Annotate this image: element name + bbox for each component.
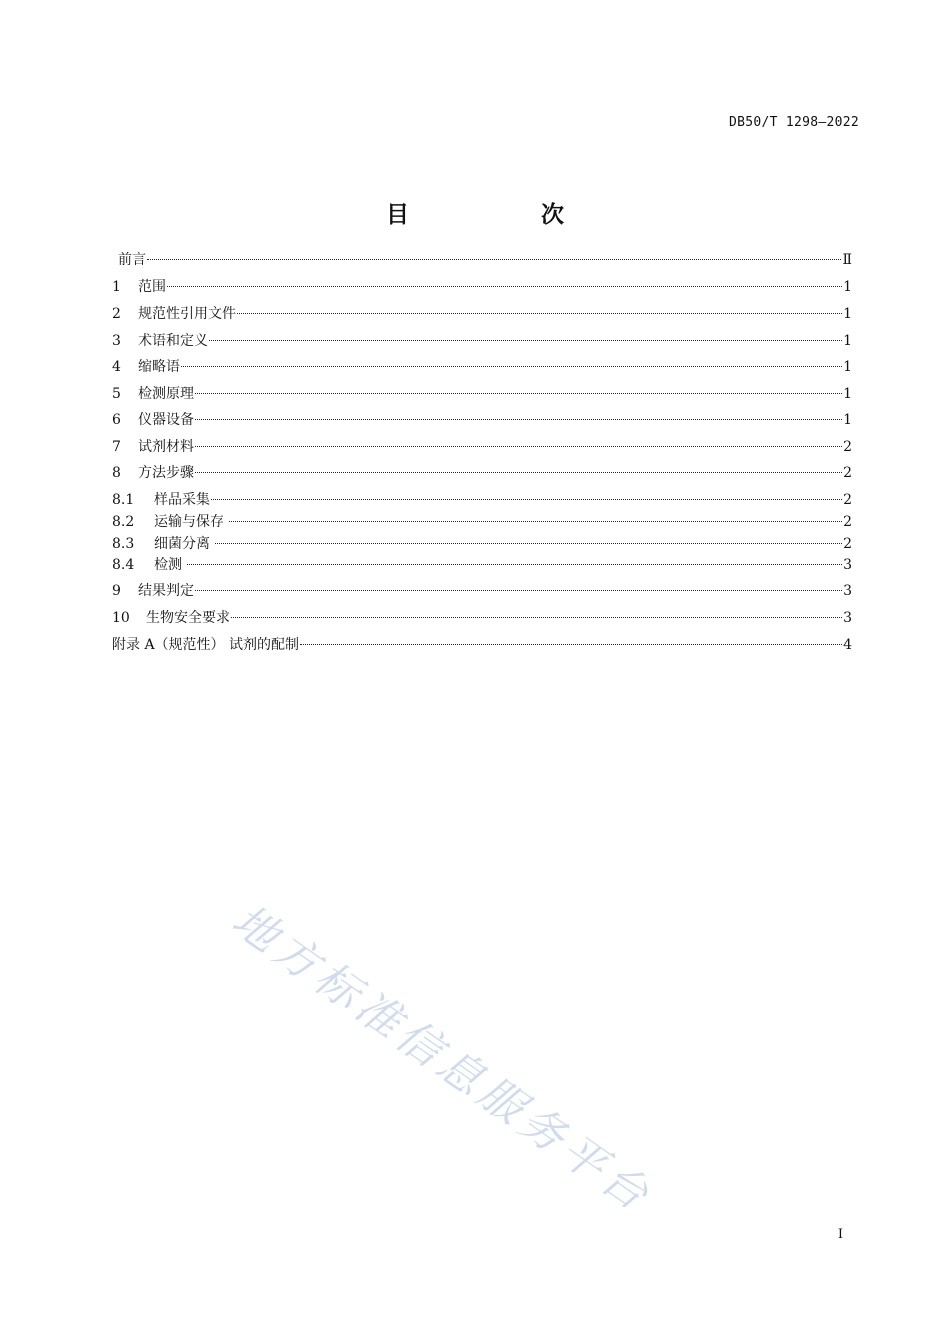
toc-entry[interactable] xyxy=(112,437,852,457)
toc-entry[interactable] xyxy=(112,463,852,483)
dot-leader xyxy=(215,543,842,544)
toc-entry-label: 范围 xyxy=(138,279,166,295)
dot-leader xyxy=(195,393,842,394)
page-number: I xyxy=(837,1227,843,1242)
toc-entry-number: 3 xyxy=(112,333,121,349)
watermark: 地方标准信息服务平台 xyxy=(222,894,662,1224)
toc-entry-page: 4 xyxy=(843,637,852,653)
dot-leader xyxy=(167,286,842,287)
toc-entry-label: 方法步骤 xyxy=(138,465,194,481)
toc-entry[interactable] xyxy=(112,490,852,510)
toc-entry-page: 1 xyxy=(843,412,852,428)
toc-entry-number: 8.4 xyxy=(112,557,135,573)
toc-entry-page: 3 xyxy=(843,583,852,599)
toc-entry-label: 仪器设备 xyxy=(138,412,194,428)
toc-entry-page: 1 xyxy=(843,279,852,295)
toc-entry-label: 生物安全要求 xyxy=(146,610,230,626)
toc-entry-page: 3 xyxy=(843,610,852,626)
dot-leader xyxy=(195,590,842,591)
dot-leader xyxy=(300,644,842,645)
toc-entry[interactable] xyxy=(112,250,852,270)
toc-entry-label: 检测原理 xyxy=(138,386,194,402)
toc-entry[interactable] xyxy=(112,581,852,601)
toc-entry[interactable] xyxy=(112,635,852,655)
dot-leader xyxy=(195,446,842,447)
toc-entry-page: 2 xyxy=(843,536,852,552)
document-code: DB50/T 1298—2022 xyxy=(728,115,859,130)
toc-entry-label: 术语和定义 xyxy=(138,333,208,349)
toc-entry-label: 试剂材料 xyxy=(138,439,194,455)
toc-entry[interactable] xyxy=(112,277,852,297)
toc-entry-number: 4 xyxy=(112,359,121,375)
toc-entry-label: 缩略语 xyxy=(138,359,180,375)
toc-entry-number: 8.2 xyxy=(112,514,135,530)
toc-entry[interactable] xyxy=(112,534,852,554)
toc-entry-page: 2 xyxy=(843,439,852,455)
toc-entry-page: 1 xyxy=(843,306,852,322)
dot-leader xyxy=(229,521,842,522)
toc-entry-label: 运输与保存 xyxy=(154,514,229,530)
toc-entry-label: 样品采集 xyxy=(154,492,210,508)
toc-entry[interactable] xyxy=(112,410,852,430)
dot-leader xyxy=(187,564,842,565)
toc-entry[interactable] xyxy=(112,608,852,628)
toc-entry-label: 结果判定 xyxy=(138,583,194,599)
toc-entry[interactable] xyxy=(112,304,852,324)
toc-entry-page: Ⅱ xyxy=(842,252,852,268)
toc-entry-number: 8 xyxy=(112,465,121,481)
toc-entry-label: 附录 A（规范性） 试剂的配制 xyxy=(112,637,300,653)
toc-entry-number: 6 xyxy=(112,412,121,428)
toc-entry-page: 2 xyxy=(843,514,852,530)
toc-entry[interactable] xyxy=(112,555,852,575)
dot-leader xyxy=(195,419,842,420)
toc-entry[interactable] xyxy=(112,384,852,404)
toc-entry-label: 检测 xyxy=(154,557,187,573)
dot-leader xyxy=(237,313,842,314)
toc-entry-page: 1 xyxy=(843,333,852,349)
toc-entry[interactable] xyxy=(112,331,852,351)
toc-title: 目 次 xyxy=(385,202,626,228)
toc-entry[interactable] xyxy=(112,357,852,377)
toc-entry-page: 1 xyxy=(843,386,852,402)
toc-entry-label: 前言 xyxy=(118,252,146,268)
toc-entry-page: 3 xyxy=(843,557,852,573)
dot-leader xyxy=(147,259,841,260)
toc-entry-page: 2 xyxy=(843,492,852,508)
toc-entry-label: 细菌分离 xyxy=(154,536,215,552)
toc-entry-number: 1 xyxy=(112,279,121,295)
toc-entry-page: 1 xyxy=(843,359,852,375)
dot-leader xyxy=(211,499,842,500)
toc-entry[interactable] xyxy=(112,512,852,532)
toc-entry-number: 7 xyxy=(112,439,121,455)
toc-entry-number: 8.1 xyxy=(112,492,135,508)
toc-entry-number: 10 xyxy=(112,610,130,626)
toc-entry-number: 2 xyxy=(112,306,121,322)
dot-leader xyxy=(209,340,842,341)
dot-leader xyxy=(195,472,842,473)
toc-entry-number: 5 xyxy=(112,386,121,402)
toc-entry-page: 2 xyxy=(843,465,852,481)
dot-leader xyxy=(231,617,842,618)
toc-entry-number: 9 xyxy=(112,583,121,599)
toc-entry-number: 8.3 xyxy=(112,536,135,552)
dot-leader xyxy=(181,366,842,367)
toc-entry-label: 规范性引用文件 xyxy=(138,306,236,322)
